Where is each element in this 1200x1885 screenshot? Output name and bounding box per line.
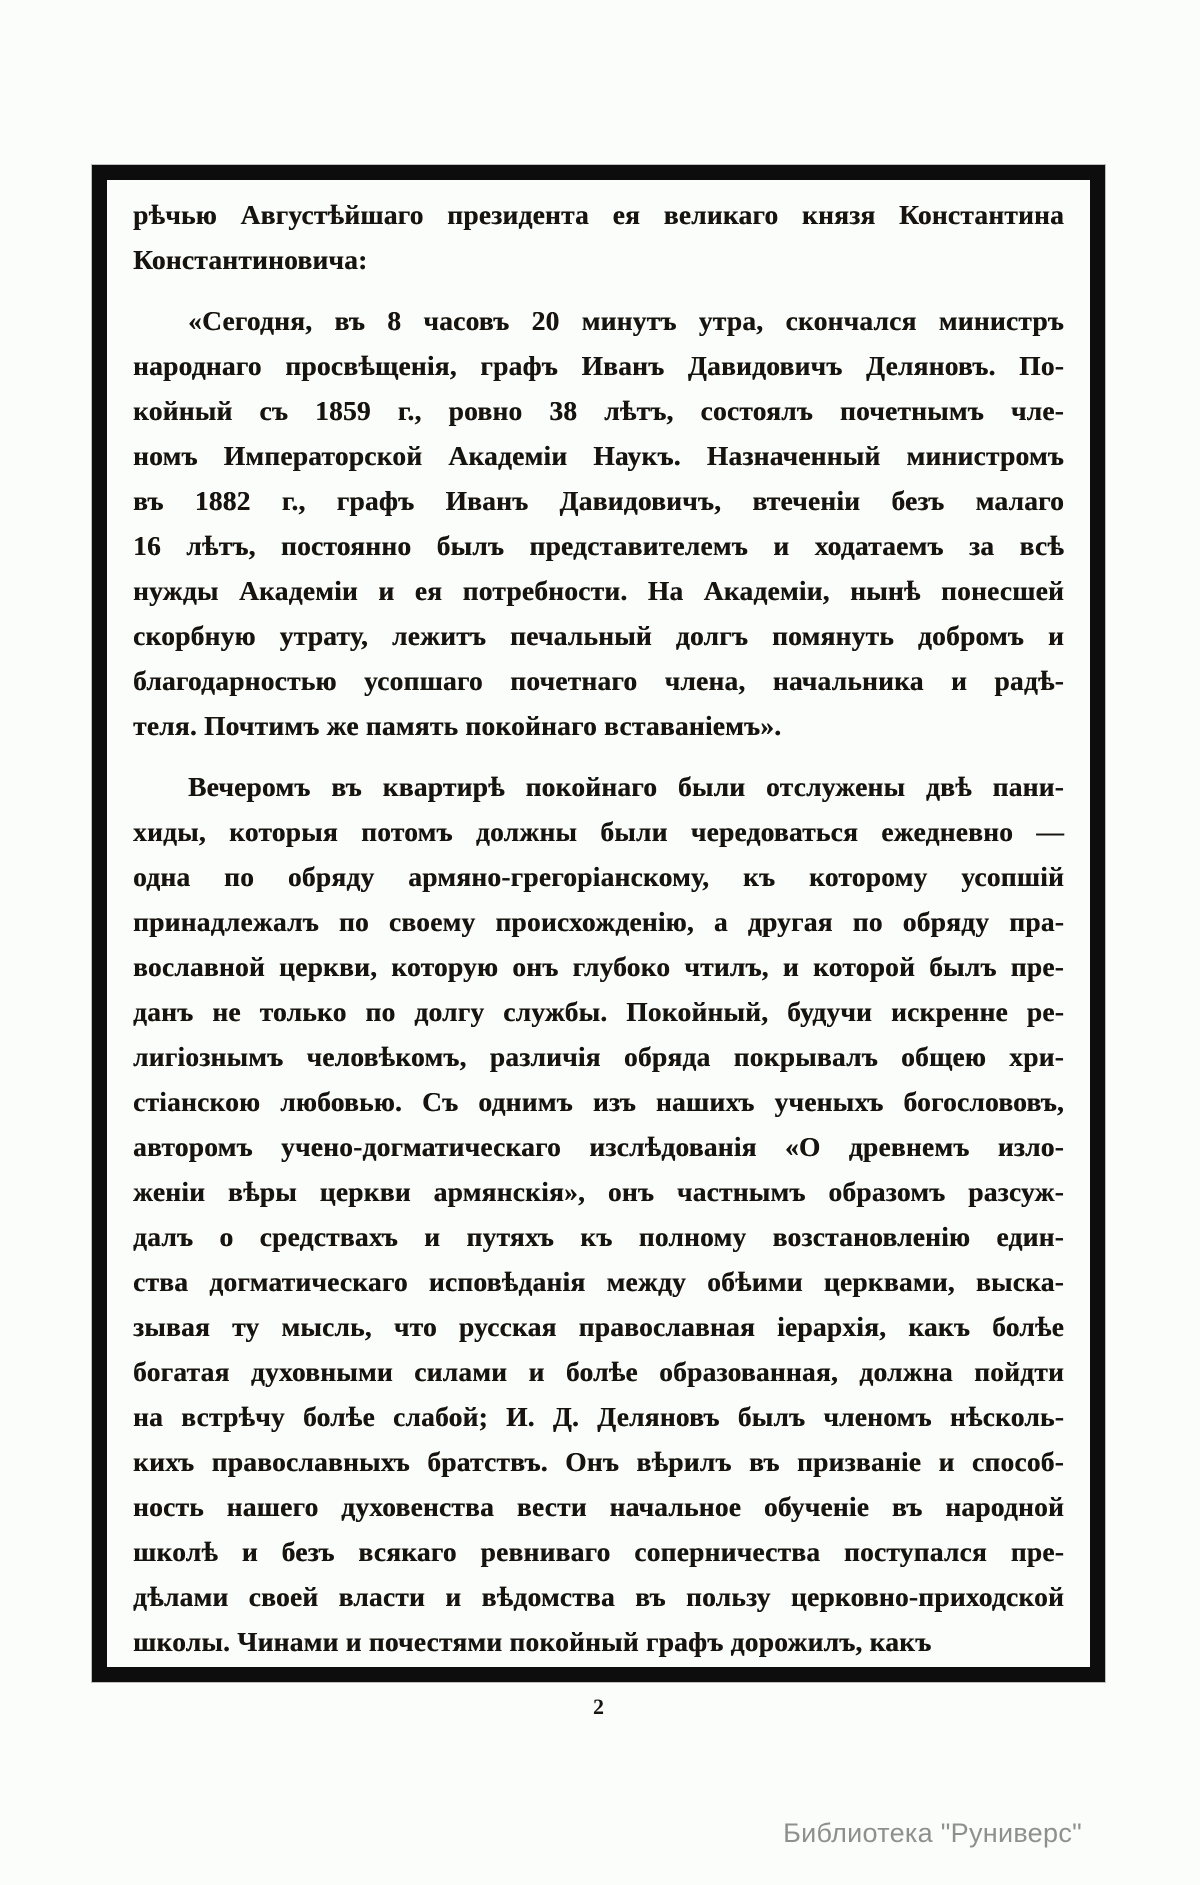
text-line: стіанскою любовью. Съ однимъ изъ нашихъ ученыхъ богослововъ, <box>133 1086 1064 1117</box>
text-line: теля. Почтимъ же память покойнаго вставаніемъ». <box>133 710 782 741</box>
text-line: одна по обряду армяно-грегоріанскому, къ которому усопшій <box>133 861 1064 892</box>
text-line: далъ о средствахъ и путяхъ къ полному возстановленію един- <box>133 1221 1064 1252</box>
text-line: хиды, которыя потомъ должны были чередоваться ежедневно — <box>133 816 1064 847</box>
page-text <box>107 180 1090 1667</box>
text-line: ства догматическаго исповѣданія между обѣими церквами, выска- <box>133 1266 1064 1297</box>
text-line: скорбную утрату, лежитъ печальный долгъ помянуть добромъ и <box>133 620 1064 651</box>
text-line: авторомъ учено-догматическаго изслѣдованія «О древнемъ изло- <box>133 1131 1064 1162</box>
text-line: на встрѣчу болѣе слабой; И. Д. Деляновъ былъ членомъ нѣсколь- <box>133 1401 1064 1432</box>
paragraph <box>133 764 1064 1664</box>
text-line: зывая ту мысль, что русская православная іерархія, какъ болѣе <box>133 1311 1064 1342</box>
text-line: койный съ 1859 г., ровно 38 лѣтъ, состоялъ почетнымъ чле- <box>133 395 1064 426</box>
text-line: номъ Императорской Академіи Наукъ. Назначенный министромъ <box>133 440 1064 471</box>
paragraph <box>133 192 1064 282</box>
text-line: рѣчью Августѣйшаго президента ея великаго князя Константина <box>133 199 1064 230</box>
text-line: школѣ и безъ всякаго ревниваго соперничества поступался пре- <box>133 1536 1064 1567</box>
text-line: кихъ православныхъ братствъ. Онъ вѣрилъ въ призваніе и способ- <box>133 1446 1064 1477</box>
text-line: данъ не только по долгу службы. Покойный, будучи искренне ре- <box>133 996 1064 1027</box>
text-line: школы. Чинами и почестями покойный графъ дорожилъ, какъ <box>133 1626 932 1657</box>
watermark-library-runivers: Библиотека "Руниверс" <box>783 1818 1082 1848</box>
page-number: 2 <box>593 1694 604 1719</box>
text-line: вославной церкви, которую онъ глубоко чтилъ, и которой былъ пре- <box>133 951 1064 982</box>
text-line: въ 1882 г., графъ Иванъ Давидовичъ, втеченіи безъ малаго <box>133 485 1064 516</box>
text-line: принадлежалъ по своему происхожденію, а другая по обряду пра- <box>133 906 1064 937</box>
text-line: благодарностью усопшаго почетнаго члена, начальника и радѣ- <box>133 665 1064 696</box>
text-line: «Сегодня, въ 8 часовъ 20 минутъ утра, скончался министръ <box>188 305 1064 336</box>
text-line: нужды Академіи и ея потребности. На Академіи, нынѣ понесшей <box>133 575 1064 606</box>
text-line: ность нашего духовенства вести начальное обученіе въ народной <box>133 1491 1064 1522</box>
paragraph <box>133 298 1064 748</box>
text-line: Вечеромъ въ квартирѣ покойнаго были отслужены двѣ пани- <box>188 771 1064 802</box>
text-line: дѣлами своей власти и вѣдомства въ пользу церковно-приходской <box>133 1581 1064 1612</box>
text-line: 16 лѣтъ, постоянно былъ представителемъ и ходатаемъ за всѣ <box>133 530 1064 561</box>
page-border-frame <box>92 165 1105 1682</box>
text-line: лигіознымъ человѣкомъ, различія обряда покрывалъ общею хри- <box>133 1041 1064 1072</box>
text-line: богатая духовными силами и болѣе образованная, должна пойдти <box>133 1356 1064 1387</box>
text-line: Константиновича: <box>133 244 368 275</box>
text-line: народнаго просвѣщенія, графъ Иванъ Давидовичъ Деляновъ. По- <box>133 350 1064 381</box>
text-line: женіи вѣры церкви армянскія», онъ частнымъ образомъ разсуж- <box>133 1176 1064 1207</box>
